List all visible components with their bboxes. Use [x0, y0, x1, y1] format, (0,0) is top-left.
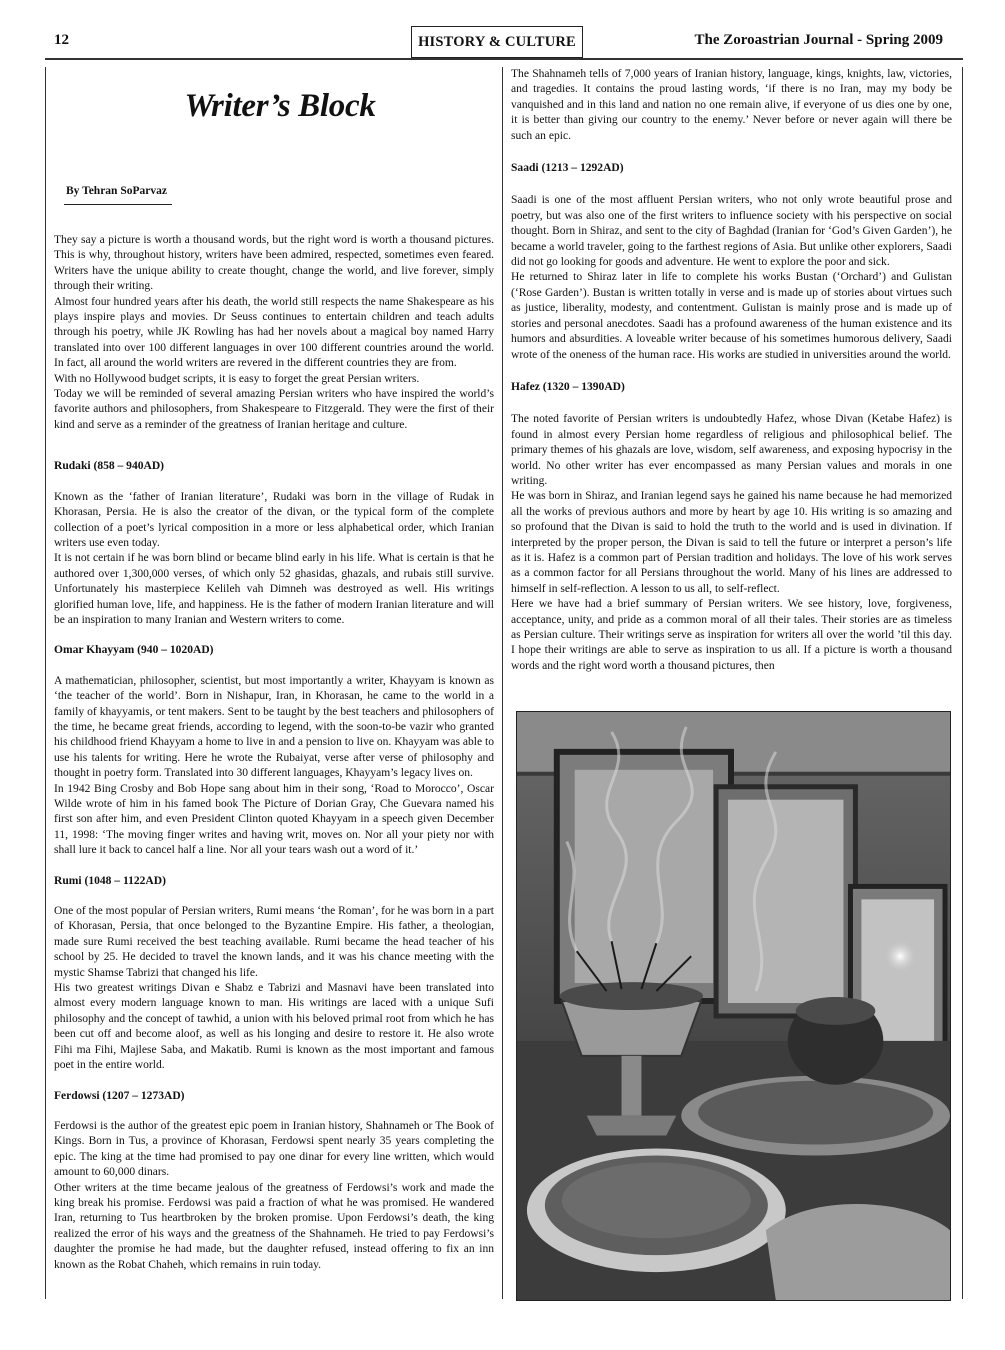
incense-burner-photo	[516, 711, 951, 1301]
photo-illustration	[517, 712, 950, 1300]
rumi-paragraph: One of the most popular of Persian writers, Rumi means ‘the Roman’, for he was born in a part of Khorasan, Persia, that once belonged to the Byzantine Empire. His father, a theologian, made sure Rumi received the best teaching available. Rumi became the head teacher of his school by 25. He decided to travel the known lands, and it was his chance meeting with the mystic Shamse Tabrizi that changed his life.	[54, 905, 494, 979]
saadi-paragraph: He returned to Shiraz later in life to complete his works Bustan (‘Orchard’) and Gulistan (‘Rose Garden’). Bustan is written totally in verse and is made up of stories about virtues such as justice, liberality, modesty, and contentment. Gulistan is mainly prose and is made up of stories and personal anecdotes. Saadi has a profound awareness of the human existence and its humors and absurdities. A loveable writer because of his sometimes humorous delivery, Saadi wrote of the oneness of the human race. His works are studied in universities around the world.	[511, 271, 952, 361]
article-title: Writer’s Block	[184, 88, 376, 124]
intro-paragraph: They say a picture is worth a thousand words, but the right word is worth a thousand pictures. This is why, throughout history, writers have been admired, respected, sometimes even feared. Writers have the unique ability to create thought, change the world, and live forever, simply through their writing.	[54, 234, 494, 293]
section-heading-saadi: Saadi (1213 – 1292AD)	[511, 162, 624, 175]
section-heading-ferdowsi: Ferdowsi (1207 – 1273AD)	[54, 1089, 185, 1102]
rudaki-paragraph: Known as the ‘father of Iranian literature’, Rudaki was born in the village of Rudak in Khorasan, Persia. He is also the creator of the divan, or the typical form of the complete collection of a poet’s lyrical composition in a more or less alphabetical order, which Iranian writers use even today.	[54, 490, 494, 549]
hafez-paragraph: The noted favorite of Persian writers is undoubtedly Hafez, whose Divan (Ketabe Hafez) is found in almost every Persian home regardless of religious and philosophical belief. The primary themes of his ghazals are love, wisdom, self awareness, and exposing hypocrisy in the world. No other writer has ever encompassed as many Persian values and morals in one writing.	[511, 413, 952, 487]
section-heading-omar: Omar Khayyam (940 – 1020AD)	[54, 644, 214, 657]
section-label: HISTORY & CULTURE	[411, 26, 583, 58]
intro-paragraph: Almost four hundred years after his death, the world still respects the name Shakespeare as his plays inspire plays and movies. Dr Seuss continues to entertain children and teach adults through his poetry, while JK Rowling has had her novels about a magical boy named Harry translated into over 100 different languages in over 100 different countries around the world. In fact, all around the world writers are revered in the different countries they are from.	[54, 295, 494, 370]
shahnameh-paragraph: The Shahnameh tells of 7,000 years of Iranian history, language, kings, knights, law, victories, and tragedies. It contains the proud lasting words, ‘if there is no Iran, may my body be vanquished and in this land and nation no one remain alive, if everyone of us dies one by one, it is better than giving our country to the enemy.’ Never before or never again will there be such an epic.	[511, 68, 952, 142]
intro-paragraph: Today we will be reminded of several amazing Persian writers who have inspired the world’s favorite authors and philosophers, from Shakespeare to Fitzgerald. They were the first of their kind and serve as a reminder of the greatness of Iranian heritage and culture.	[54, 388, 494, 431]
rudaki-paragraph: It is not certain if he was born blind or became blind early in his life. What is certain is that he authored over 1,300,000 verses, of which only 52 ghasidas, ghazals, and rubais still survive. Unfortunately his masterpiece Kelileh vah Dimneh was destroyed as well. His writings glorified human love, life, and happiness. He is the father of modern Iranian literature and will be an inspiration to many Iranian and Western writers to come.	[54, 552, 494, 626]
hafez-paragraph: Here we have had a brief summary of Persian writers. We see history, love, forgiveness, acceptance, unity, and pride as a common moral of all their tales. Their stories are as timeless as Persian culture. Their writings serve as inspiration for writers all over the world ’til this day. I hope their writings are able to serve as inspiration to us all. If a picture is worth a thousand words and the right word worth a thousand pictures, then	[511, 598, 952, 672]
intro-paragraph: With no Hollywood budget scripts, it is easy to forget the great Persian writers.	[54, 372, 420, 385]
section-heading-rumi: Rumi (1048 – 1122AD)	[54, 874, 166, 887]
omar-paragraph: A mathematician, philosopher, scientist, but most importantly a writer, Khayyam is known as ‘the teacher of the world’. Born in Nishapur, Iran, in Khorasan, he came to the world in a family of khayyamis, or tent makers. Sent to be taught by the best teachers and philosophers of the time, he became great friends, according to legend, with the soon-to-be vazir who granted his childhood friend Khayyam a home to live in and a pension to live on. Khayyam was able to use his talents for writing. Here he wrote the Rubaiyat, verse after verse of philosophy and thought in poetry form. Translated into 30 different languages, Khayyam’s legacy lives on.	[54, 674, 494, 780]
section-heading-hafez: Hafez (1320 – 1390AD)	[511, 380, 625, 393]
page-number: 12	[54, 32, 69, 48]
saadi-paragraph: Saadi is one of the most affluent Persian writers, who not only wrote beautiful prose and poetry, but was also one of the first writers to influence society with his perspective on social thought. Born in Shiraz, and sent to the city of Baghdad (Iranian for ‘God’s Given Garden’), he became a world traveler, going to the farthest regions of Asia. But unlike other explorers, Saadi did not go looking for goods and adventure. He went to explore the poor and sick.	[511, 194, 952, 269]
ferdowsi-paragraph: Other writers at the time became jealous of the greatness of Ferdowsi’s work and made the king break his promise. Ferdowsi was paid a fraction of what he was promised. He wandered Iran, returning to Tus heartbroken by the broken promise. Upon Ferdowsi’s death, the king realized the error of his ways and the greatness of the Shahnameh. He tried to pay Ferdowsi’s daughter the promise he had made, but the daughter refused, instead offering to fix an inn known as the Robat Chaheh, which remains in ruin today.	[54, 1181, 494, 1271]
journal-title: The Zoroastrian Journal - Spring 2009	[694, 32, 943, 48]
byline: By Tehran SoParvaz	[66, 185, 167, 197]
omar-paragraph: In 1942 Bing Crosby and Bob Hope sang about him in their song, ‘Road to Morocco’, Oscar Wilde wrote of him in his famed book The Picture of Dorian Gray, Che Guevara named his first son after him, and even President Clinton quoted Khayyam in a speech given December 11, 1998: ‘The moving finger writes and having writ, moves on. Nor all your piety nor with shall lure it back to cancel half a line. Nor all your tears wash out a word of it.’	[54, 782, 494, 857]
ferdowsi-paragraph: Ferdowsi is the author of the greatest epic poem in Iranian history, Shahnameh or The Book of Kings. Born in Tus, a province of Khorasan, Ferdowsi spent nearly 35 years completing the epic. The king at the time had promised to pay one dinar for every line written, which would amount to 60,000 dinars.	[54, 1119, 494, 1179]
left-column-border	[45, 67, 46, 1299]
right-column	[511, 67, 952, 674]
byline-underline	[64, 204, 172, 205]
left-column	[54, 233, 494, 1273]
section-heading-rudaki: Rudaki (858 – 940AD)	[54, 460, 165, 473]
right-column-border	[962, 67, 963, 1299]
rumi-paragraph: His two greatest writings Divan e Shabz e Tabrizi and Masnavi have been translated into almost every modern language known to man. His writings are laced with a unique Sufi philosophy and the concept of tawhid, a union with his beloved primal root from which he has been cut off and become aloof, as well as his longing and desire to restore it. He also wrote Fihi ma Fihi, Majlese Saba, and Makatib. Rumi is known as the most important and famous poet in the entire world.	[54, 982, 494, 1072]
header-rule	[45, 58, 963, 60]
hafez-paragraph: He was born in Shiraz, and Iranian legend says he gained his name because he had memorized all the works of previous authors and more by heart by age 10. His writing is so amazing and so profound that the Divan is said to hold the truth to the world and is used in divination. If interpreted by the proper person, the Divan is said to tell the future or interpret a person’s life as it is. Hafez is a common part of Persian tradition and holidays. The love of his work serves as a common factor for all Persians throughout the world. Many of his lines are addressed to himself in self-reflection. A lesson to us all, to self-reflect.	[511, 490, 952, 595]
column-divider	[502, 67, 503, 1299]
